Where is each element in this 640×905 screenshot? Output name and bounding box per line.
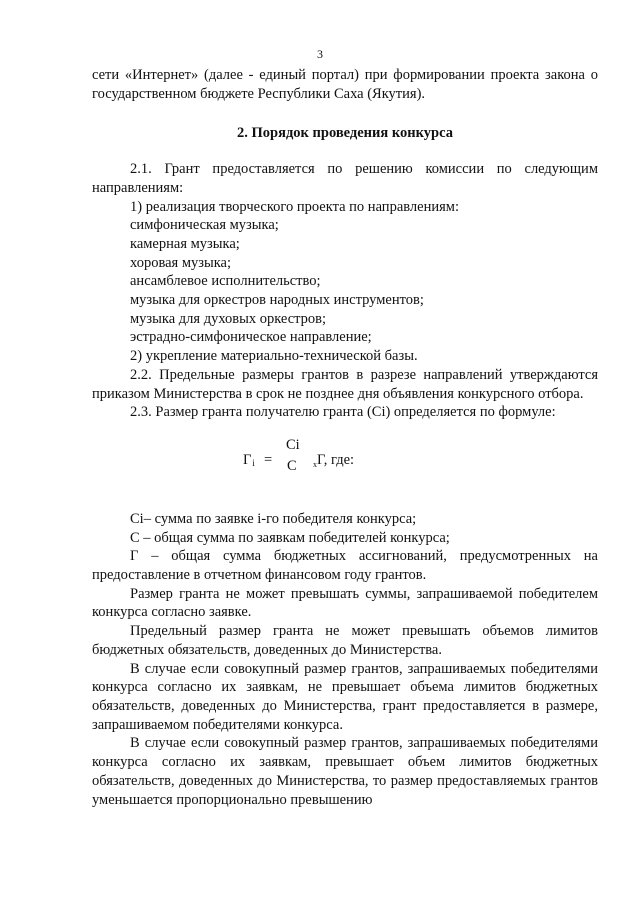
genre-item: эстрадно-симфоническое направление; [130, 329, 372, 346]
definition-c: С – общая сумма по заявкам победителей конкурса; [130, 529, 450, 546]
grant-formula [92, 436, 598, 490]
genre-item: музыка для духовых оркестров; [130, 310, 327, 327]
paragraph-grant-limit: Размер гранта не может превышать суммы, запрашиваемой победителем конкурса согласно заявке. [92, 585, 598, 621]
formula-multiplier: х [313, 459, 317, 469]
genre-item: хоровая музыка; [130, 254, 232, 271]
direction-2: 2) укрепление материально-технической базы. [130, 348, 418, 365]
formula-tail [313, 451, 354, 475]
intro-continuation: сети «Интернет» (далее - единый портал) при формировании проекта закона о государственном бюджете Республики Саха (Якутия). [92, 67, 598, 102]
definition-ci: Сi– сумма по заявке i-го победителя конкурса; [130, 510, 417, 527]
clause-2-3: 2.3. Размер гранта получателю гранта (Сi) определяется по формуле: [130, 404, 556, 421]
genre-item: симфоническая музыка; [130, 217, 279, 234]
formula-tail-text: Г, где: [317, 451, 355, 468]
clause-2-1: 2.1. Грант предоставляется по решению комиссии по следующим направлениям: [92, 161, 598, 196]
genre-item: ансамблевое исполнительство; [130, 273, 321, 290]
formula-equals: = [264, 451, 273, 468]
document-body [92, 66, 598, 809]
formula-lhs-symbol: Г [243, 451, 252, 468]
paragraph-within-limits: В случае если совокупный размер грантов, запрашиваемых победителями конкурса согласно их заявкам, не превышает объема лимитов бюджетных обязательств, доведенных до Министерства, грант предоставляется в размере, запрашиваемом победителями конкурса. [92, 660, 598, 733]
paragraph-exceeds-limits: В случае если совокупный размер грантов, запрашиваемых победителями конкурса согласно их заявкам, превышает объем лимитов бюджетных обязательств, доведенных до Министерства, то размер предоставляемых грантов уменьшается пропорционально превышению [92, 735, 598, 808]
page-number: 3 [317, 47, 323, 61]
formula-denominator: С [287, 457, 297, 474]
formula-lhs-subscript: i [252, 457, 255, 468]
genre-item: музыка для оркестров народных инструментов; [130, 292, 424, 309]
direction-1: 1) реализация творческого проекта по направлениям: [130, 198, 459, 215]
paragraph-max-grant: Предельный размер гранта не может превышать объемов лимитов бюджетных обязательств, доведенных до Министерства. [92, 623, 598, 658]
formula-lhs [243, 451, 255, 473]
section-heading: 2. Порядок проведения конкурса [237, 125, 453, 142]
formula-numerator: Сi [286, 436, 300, 453]
definition-g: Г – общая сумма бюджетных ассигнований, предусмотренных на предоставление в отчетном финансовом году грантов. [92, 548, 598, 584]
clause-2-2: 2.2. Предельные размеры грантов в разрезе направлений утверждаются приказом Министерства в срок не позднее дня объявления конкурсного отбора. [92, 366, 598, 402]
genre-item: камерная музыка; [130, 235, 240, 252]
